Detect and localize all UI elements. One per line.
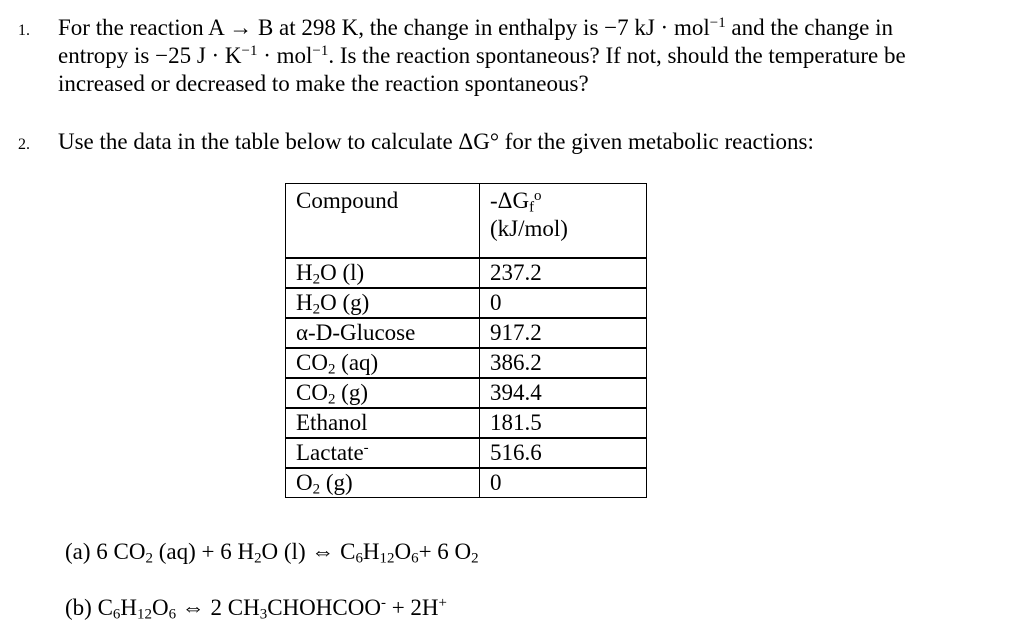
compound-cell	[286, 348, 480, 378]
reaction-text: ⇔ 2 CH	[176, 595, 260, 620]
compound-text: Ethanol	[296, 410, 368, 435]
compound-cell	[286, 438, 480, 468]
superscript: −1	[312, 42, 329, 59]
question-number: 2.	[18, 136, 30, 153]
table-row	[286, 348, 647, 378]
compound-text: O (l)	[320, 260, 365, 285]
table-row	[286, 288, 647, 318]
subscript: 2	[312, 481, 321, 498]
subscript: 2	[254, 550, 262, 567]
table-row	[286, 258, 647, 288]
reaction-text: + 6 O	[418, 539, 472, 564]
value-cell: 0	[480, 288, 647, 318]
q1-text-part: B at 298 K, the change in enthalpy is −7 kJ · mol	[257, 15, 710, 40]
subscript: 6	[112, 606, 121, 623]
compound-text: CO	[296, 380, 328, 405]
table-row	[286, 438, 647, 468]
compound-cell	[286, 318, 480, 348]
subscript: 6	[168, 606, 177, 623]
compound-cell	[286, 408, 480, 438]
question-number: 1.	[18, 22, 30, 39]
reaction-text: H	[362, 539, 380, 564]
value-cell: 386.2	[480, 348, 647, 378]
value-cell: 181.5	[480, 408, 647, 438]
subscript: 2	[327, 391, 336, 408]
reaction-label: (b) C	[65, 595, 113, 620]
reaction-a	[65, 538, 479, 566]
header-units: (kJ/mol)	[490, 216, 568, 241]
table-row	[286, 378, 647, 408]
subscript: 6	[355, 550, 363, 567]
compound-text: CO	[296, 350, 328, 375]
subscript: 2	[145, 550, 153, 567]
compound-text: H	[296, 260, 313, 285]
value-cell: 0	[480, 468, 647, 498]
subscript: 2	[327, 361, 336, 378]
reaction-text: H	[120, 595, 138, 620]
superscript: -	[380, 594, 386, 611]
superscript: o	[534, 187, 542, 204]
value-cell: 237.2	[480, 258, 647, 288]
q1-text-start: For the reaction A	[58, 15, 224, 40]
subscript: 2	[312, 301, 321, 318]
compound-text: H	[296, 290, 313, 315]
compound-text: O (g)	[320, 290, 370, 315]
compound-cell	[286, 258, 480, 288]
value-cell: 917.2	[480, 318, 647, 348]
table-row	[286, 318, 647, 348]
reaction-text: + 2H	[385, 595, 439, 620]
compound-text: (aq)	[335, 350, 379, 375]
q1-text-end: . Is the reaction spontaneous? If not, should the temperature be increased or decreased to make the reaction spontaneous?	[58, 43, 906, 96]
q1-text-part: · mol	[257, 43, 313, 68]
reaction-text: O	[394, 539, 412, 564]
subscript: 6	[411, 550, 419, 567]
compound-text: (g)	[320, 470, 353, 495]
header-compound: Compound	[286, 184, 480, 259]
header-dg-symbol: -ΔG	[490, 188, 530, 213]
compound-text: α-D-Glucose	[296, 320, 416, 345]
table-header-row	[286, 184, 647, 259]
compound-cell	[286, 288, 480, 318]
q1-text-part: and the change in entropy is −25 J · K	[58, 15, 893, 68]
value-cell: 394.4	[480, 378, 647, 408]
compound-cell	[286, 378, 480, 408]
subscript: 2	[312, 271, 321, 288]
superscript: −1	[241, 42, 258, 59]
table-row	[286, 468, 647, 498]
subscript: 2	[471, 550, 479, 567]
reaction-text: O	[151, 595, 169, 620]
superscript: −1	[709, 14, 726, 31]
reaction-text: O (l) ⇔ C	[261, 539, 356, 564]
subscript: 12	[137, 606, 152, 623]
value-cell: 516.6	[480, 438, 647, 468]
subscript: f	[529, 199, 535, 216]
reaction-label: (a) 6 CO	[65, 539, 146, 564]
subscript: 12	[379, 550, 395, 567]
question-text	[58, 14, 958, 98]
header-delta-g	[480, 184, 647, 259]
table-row	[286, 408, 647, 438]
compound-text: Lactate	[296, 440, 364, 465]
compound-text: (g)	[335, 380, 368, 405]
question-text: Use the data in the table below to calculate ΔG° for the given metabolic reactions:	[58, 129, 814, 154]
compound-text: O	[296, 470, 313, 495]
superscript: +	[438, 594, 447, 611]
reaction-text: (aq) + 6 H	[152, 539, 255, 564]
reaction-b	[65, 594, 447, 622]
free-energy-table	[285, 183, 647, 498]
compound-cell	[286, 468, 480, 498]
reaction-text: CHOHCOO	[267, 595, 381, 620]
right-arrow-symbol: →	[229, 15, 253, 40]
superscript: -	[363, 439, 369, 456]
subscript: 3	[259, 606, 268, 623]
